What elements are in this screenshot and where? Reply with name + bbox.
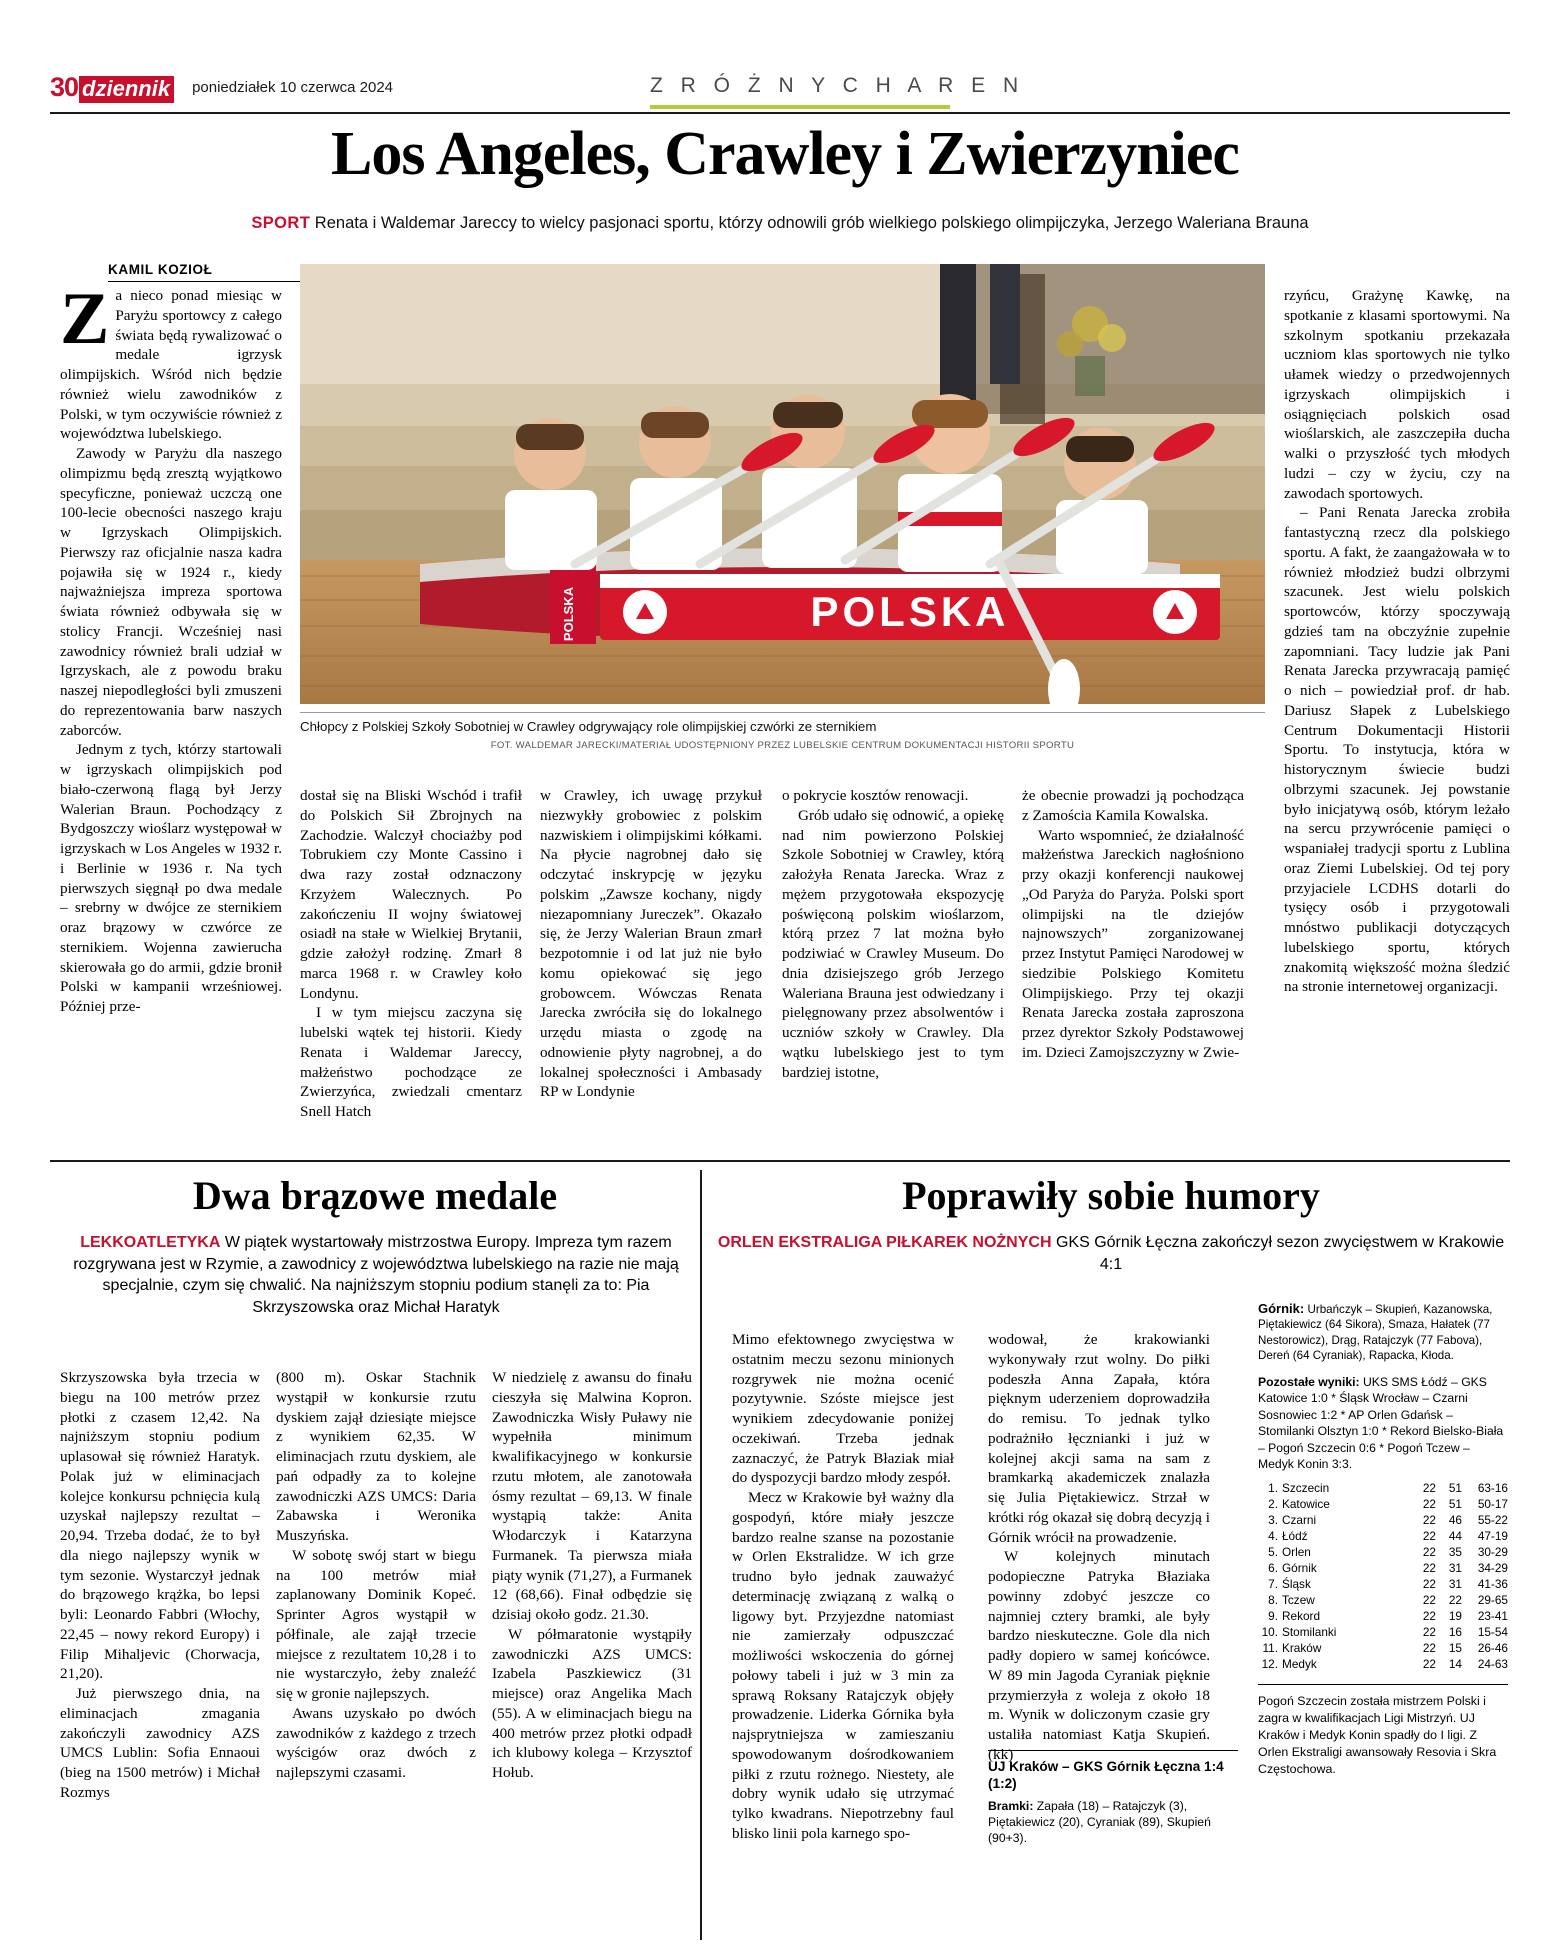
left-story-column-1 (60, 1368, 260, 1803)
right-story-headline: Poprawiły sobie humory (902, 1173, 1320, 1218)
standings-points: 51 (1448, 1497, 1462, 1512)
byline: KAMIL KOZIOŁ (108, 262, 308, 282)
standings-position: 4. (1268, 1529, 1278, 1544)
paragraph: Grób udało się odnowić, a opiekę nad nim powierzono Polskiej Szkole Sobotniej w Crawley, którą założyła Renata Jarecka. Wraz z mężem przygotowała ekspozycję poświęconą polskim wioślarzom, którą przez 7 lat można było podziwiać w Crawley Museum. Do dnia dzisiejszego grób Jerzego Waleriana Brauna jest odwiedzany i pielęgnowany przez absolwentów i uczniów szkoły w Crawley. Dla wątku lubelskiego jest to tym bardziej istotne, (782, 806, 1004, 1081)
standings-position: 5. (1268, 1545, 1278, 1560)
standings-played: 22 (1422, 1641, 1436, 1656)
page-number: 30 (50, 72, 79, 102)
paper-name: dziennik (79, 76, 174, 103)
left-story-lead (62, 1232, 690, 1318)
standings-goals: 41-36 (1477, 1577, 1508, 1592)
standings-played: 22 (1422, 1625, 1436, 1640)
right-story-column-2 (988, 1330, 1210, 1765)
table-row (1258, 1656, 1508, 1672)
table-row (1258, 1480, 1508, 1496)
standings-team: Czarni (1282, 1513, 1317, 1528)
right-story-lead-text: GKS Górnik Łęczna zakończył sezon zwycięstwem w Krakowie 4:1 (1051, 1234, 1505, 1273)
table-row (1258, 1528, 1508, 1544)
standings-goals: 24-63 (1477, 1657, 1508, 1672)
article-photo (300, 264, 1265, 704)
main-column-6 (1284, 286, 1510, 997)
paragraph: dostał się na Bliski Wschód i trafił do Polskich Sił Zbrojnych na Zachodzie. Walczył chociażby pod Tobrukiem czy Monte Cassino i dwa razy został odznaczony Krzyżem Walecznych. Po zakończeniu II wojny światowej osiadł na stałe w Wielkiej Brytanii, gdzie założył rodzinę. Zmarł 8 marca 1968 r. w Crawley koło Londynu. (300, 787, 522, 1002)
standings-team: Orlen (1282, 1545, 1311, 1560)
standings-played: 22 (1422, 1497, 1436, 1512)
standings-points: 19 (1448, 1609, 1462, 1624)
main-column-4 (782, 786, 1004, 1082)
standings-points: 31 (1448, 1561, 1462, 1576)
paragraph: W niedzielę z awansu do finału cieszyła się Malwina Kopron. Zawodniczka Wisły Puławy nie wypełniła minimum kwalifikacyjnego w konkursie rzutu młotem, ale zanotowała ósmy rezultat – 69,13. W finale wystąpią także: Anita Włodarczyk i Katarzyna Furmanek. Ta pierwsza miała piąty wynik (71,27), a Furmanek 12 (68,66). Finał odbędzie się dzisiaj około godz. 21.30. (492, 1369, 692, 1623)
standings-team: Łódź (1282, 1529, 1308, 1544)
standings-goals: 50-17 (1477, 1497, 1508, 1512)
standings-position: 1. (1268, 1481, 1278, 1496)
standings-team: Tczew (1282, 1593, 1315, 1608)
main-column-1 (60, 278, 282, 1017)
table-row (1258, 1496, 1508, 1512)
standings-goals: 15-54 (1477, 1625, 1508, 1640)
standings-points: 44 (1448, 1529, 1462, 1544)
standings-position: 3. (1268, 1513, 1278, 1528)
table-row (1258, 1544, 1508, 1560)
match-scorers (988, 1798, 1238, 1846)
standings-note: Pogoń Szczecin została mistrzem Polski i zagra w kwalifikacjach Ligi Mistrzyń. UJ Kraków i Medyk Konin spadły do I ligi. Z Orlen Ekstraligi awansowały Resovia i Skra Częstochowa. (1258, 1684, 1508, 1777)
paragraph: (800 m). Oskar Stachnik wystąpił w konkursie rzutu dyskiem zajął dziesiąte miejsce z wynikiem 62,35. W eliminacjach rzutu dyskiem, ale pań odpadły za to kolejne zawodniczki AZS UMCS: Daria Zabawska i Weronika Muszyńska. (276, 1369, 476, 1544)
standings-team: Kraków (1282, 1641, 1322, 1656)
paragraph: Już pierwszego dnia, na eliminacjach zmagania zakończyli zawodnicy AZS UMCS Lublin: Sofia Ennaoui (bieg na 1500 metrów) i Michał Rozmys (60, 1685, 260, 1801)
standings-position: 11. (1262, 1641, 1278, 1656)
standings-goals: 26-46 (1477, 1641, 1508, 1656)
paragraph: W kolejnych minutach podopieczne Patryka Błaziaka powinny zdobyć jeszcze co najmniej cztery bramki, ale były bardzo nieskuteczne. Gole dla nich padły dopiero w samej końcówce. W 89 min Jagoda Cyraniak pięknie przymierzyła z woleja z około 18 m. Wynik w doliczonym czasie gry ustaliła natomiast Katja Skupień. (kk) (988, 1548, 1210, 1763)
standings-goals: 55-22 (1477, 1513, 1508, 1528)
main-column-2 (300, 786, 522, 1122)
left-story-column-2 (276, 1368, 476, 1783)
standings-goals: 30-29 (1477, 1545, 1508, 1560)
paragraph: – Pani Renata Jarecka zrobiła fantastyczną rzecz dla polskiego sportu. A fakt, że zaangażowała w to również młodzież budzi olbrzymi szacunek. Jest wielu polskich sportowców, którzy spoczywają gdzieś tam na obczyźnie zupełnie zapomniani. Tacy ludzie jak Pani Renata Jarecka przywracają pamięć o nich – powiedział prof. dr hab. Dariusz Słapek z Lubelskiego Centrum Dokumentacji Historii Sportu. To instytucja, która w historycznym świecie budzi olbrzymi szacunek. Jej powstanie było inicjatywą osób, którym leżało na sercu przywrócenie pamięci o wspaniałej tradycji sportu z Lublina oraz Ziemi Lubelskiej. Od tej pory przyjaciele LCDHS dotarli do tysięcy osób i przygotowali mnóstwo publikacji dotyczących lubelskiego sportu, których znakomitą większość można śledzić na stronie internetowej organizacji. (1284, 504, 1510, 996)
standings-team: Śląsk (1282, 1577, 1311, 1592)
section-title: Z R Ó Ż N Y C H A R E N (650, 74, 1025, 97)
lineup (1258, 1300, 1508, 1364)
other-results-label: Pozostałe wyniki: (1258, 1374, 1360, 1389)
paragraph: wodował, że krakowianki wykonywały rzut wolny. Do piłki podeszła Anna Zapała, która pięknym uderzeniem doprowadziła do remisu. To jednak tylko podrażniło łęcznianki i już w kolejnej akcji sama na sam z bramkarką akademiczek znalazła się Julia Piętakiewicz. Strzał w krótki róg okazał się dobrą decyzją i Górnik wrócił na prowadzenie. (988, 1331, 1210, 1546)
standings-played: 22 (1422, 1513, 1436, 1528)
standings-points: 16 (1448, 1625, 1462, 1640)
right-story-column-1 (732, 1330, 954, 1844)
lineup-text: Urbańczyk – Skupień, Kazanowska, Piętakiewicz (64 Sikora), Smaza, Hałatek (77 Nestorowicz), Drąg, Ratajczyk (77 Fabova), Dereń (64 Cyraniak), Rapacka, Kłoda. (1258, 1303, 1493, 1363)
left-story-kicker: LEKKOATLETYKA (80, 1234, 221, 1251)
svg-text:POLSKA: POLSKA (561, 586, 576, 642)
scorers-label: Bramki: (988, 1798, 1034, 1813)
standings-played: 22 (1422, 1529, 1436, 1544)
standings-team: Katowice (1282, 1497, 1330, 1512)
photo-caption: Chłopcy z Polskiej Szkoły Sobotniej w Crawley odgrywający role olimpijskiej czwórki ze sternikiem (300, 712, 1265, 734)
standings-position: 7. (1268, 1577, 1278, 1592)
match-result-box (988, 1750, 1238, 1846)
standings-position: 2. (1268, 1497, 1278, 1512)
match-title: UJ Kraków – GKS Górnik Łęczna 1:4 (1:2) (988, 1750, 1238, 1793)
standings-points: 14 (1448, 1657, 1462, 1672)
left-story-headline: Dwa brązowe medale (192, 1173, 558, 1218)
standings-position: 9. (1268, 1609, 1278, 1624)
left-story-column-3 (492, 1368, 692, 1783)
column-divider (700, 1170, 702, 1940)
paragraph-text: a nieco ponad miesiąc w Paryżu sportowcy z całego świata będą rywalizować o medale igrzysk olimpijskich. Wśród nich będzie również wielu zawodników z Polski, w tym oczywiście również z województwa lubelskiego. (60, 287, 282, 443)
standings-team: Stomilanki (1282, 1625, 1337, 1640)
paragraph: że obecnie prowadzi ją pochodząca z Zamościa Kamila Kowalska. (1022, 787, 1244, 824)
table-row (1258, 1512, 1508, 1528)
photo-illustration (300, 264, 1265, 704)
standings-played: 22 (1422, 1593, 1436, 1608)
standings-played: 22 (1422, 1561, 1436, 1576)
standings-position: 6. (1268, 1561, 1278, 1576)
table-row (1258, 1624, 1508, 1640)
standings-points: 35 (1448, 1545, 1462, 1560)
paragraph: Warto wspomnieć, że działalność małżeństwa Jareckich nagłośniono przy okazji konferencji naukowej „Od Paryża do Paryża. Polski sport olimpijski na tle dziejów najnowszych” zorganizowanej przez Instytut Pamięci Narodowej w siedzibie Polskiego Komitetu Olimpijskiego. Przy tej okazji Renata Jarecka została zaproszona przez dyrektor Szkoły Podstawowej im. Dzieci Zamojszczyzny w Zwie- (1022, 826, 1244, 1061)
left-story-lead-text: W piątek wystartowały mistrzostwa Europy. Impreza tym razem rozgrywana jest w Rzymie, a zawodnicy z województwa lubelskiego na razie nie mają specjalnie, czym się chwalić. Na najniższym stopniu podium stanęli za to: Pia Skrzyszowska oraz Michał Haratyk (73, 1234, 679, 1316)
page-title: Los Angeles, Crawley i Zwierzyniec (331, 120, 1239, 188)
right-story-lead (716, 1232, 1506, 1275)
standings-played: 22 (1422, 1545, 1436, 1560)
masthead-divider (50, 112, 1510, 114)
standings-goals: 63-16 (1477, 1481, 1508, 1496)
standings-points: 15 (1448, 1641, 1462, 1656)
section-underline (650, 105, 950, 109)
paragraph: Awans uzyskało po dwóch zawodników z każdego z trzech wyścigów oraz dwóch z najlepszymi czasami. (276, 1704, 476, 1781)
standings-goals: 23-41 (1477, 1609, 1508, 1624)
table-row (1258, 1592, 1508, 1608)
photo-credit: FOT. WALDEMAR JARECKI/MATERIAŁ UDOSTĘPNIONY PRZEZ LUBELSKIE CENTRUM DOKUMENTACJI HISTORII SPORTU (490, 740, 1075, 751)
paragraph: W sobotę swój start w biegu na 100 metrów miał zaplanowany Dominik Kopeć. Sprinter Agros wystąpił w półfinale, ale zajął trzecie miejsce z rezultatem 10,28 i to nie wystarczyło, żeby znaleźć się w gronie najlepszych. (276, 1546, 476, 1702)
other-results (1258, 1374, 1508, 1473)
paragraph: rzyńcu, Grażynę Kawkę, na spotkanie z klasami sportowymi. Na szkolnym spotkaniu przekazała uczniom klas sportowych nie tylko ułamek wiedzy o przedwojennych igrzyskach olimpijskich i osiągnięciach polskich osad wioślarskich, ale zaszczepiła ducha walki o przyszłość tych młodych ludzi – czy w życiu, czy na zawodach sportowych. (1284, 287, 1510, 502)
main-column-5 (1022, 786, 1244, 1063)
paragraph: o pokrycie kosztów renowacji. (782, 787, 969, 804)
section-divider (50, 1160, 1510, 1162)
standings-goals: 47-19 (1477, 1529, 1508, 1544)
paragraph (60, 278, 282, 444)
table-row (1258, 1608, 1508, 1624)
paragraph: Zawody w Paryżu dla naszego olimpizmu będą zresztą wyjątkowo specyficzne, ponieważ uczczą one 100-lecie obecności naszego kraju w Igrzyskach Olimpijskich. Pierwszy raz oficjalnie nasza kadra pojawiła się w 1924 r., kiedy najważniejsza impreza sportowa świata również odbywała się w stolicy Francji. Wcześniej nasi zawodnicy również brali udział w Igrzyskach, ale z powodu braku naszej niepodległości byli zmuszeni do reprezentowania barw naszych zaborców. (60, 445, 282, 739)
paragraph: Jednym z tych, którzy startowali w igrzyskach olimpijskich pod biało-czerwoną flagą był Jerzy Walerian Braun. Pochodzący z Bydgoszczy wioślarz występował w igrzyskach w Los Angeles w 1932 r. i Berlinie w 1936 r. Na tych pierwszych sięgnął po dwa medale – srebrny w dwójce ze sternikiem oraz brązowy w czwórce ze sternikiem. Wojenna zawierucha skierowała go do armii, gdzie bronił Polski w kampanii wrześniowej. Później prze- (60, 741, 282, 1015)
standings-points: 22 (1448, 1593, 1462, 1608)
standings-position: 12. (1261, 1657, 1278, 1672)
standings-team: Szczecin (1282, 1481, 1330, 1496)
standings-position: 10. (1261, 1625, 1278, 1640)
scorers-text: Zapała (18) – Ratajczyk (3), Piętakiewicz (20), Cyraniak (89), Skupień (90+3). (988, 1798, 1211, 1845)
other-results-text: UKS SMS Łódź – GKS Katowice 1:0 * Śląsk Wrocław – Czarni Sosnowiec 1:2 * AP Orlen Gdańsk – Stomilanki Olsztyn 1:0 * Rekord Bielsko-Biała – Pogoń Szczecin 0:6 * Pogoń Tczew – Medyk Konin 3:3. (1258, 1374, 1504, 1471)
standings-position: 8. (1268, 1593, 1278, 1608)
standings-points: 51 (1448, 1481, 1462, 1496)
standings-played: 22 (1422, 1657, 1436, 1672)
lineup-label: Górnik: (1258, 1301, 1305, 1316)
paragraph: Mimo efektownego zwycięstwa w ostatnim meczu sezonu minionych rozgrywek nie można ocenić pozytywnie. Szóste miejsce jest wynikiem zdecydowanie poniżej oczekiwań. Trzeba jednak zaznaczyć, że Patryk Błaziak miał do dyspozycji bardzo młody zespół. (732, 1331, 954, 1487)
standings-table (1258, 1480, 1508, 1672)
standings-played: 22 (1422, 1481, 1436, 1496)
standfirst (120, 212, 1440, 234)
standings-goals: 29-65 (1477, 1593, 1508, 1608)
standings-points: 46 (1448, 1513, 1462, 1528)
standings-team: Medyk (1282, 1657, 1317, 1672)
table-row (1258, 1576, 1508, 1592)
standings-team: Rekord (1282, 1609, 1321, 1624)
paragraph: W półmaratonie wystąpiły zawodniczki AZS UMCS: Izabela Paszkiewicz (31 miejsce) oraz Angelika Mach (55). A w eliminacjach biegu na 400 metrów przez płotki odpadł ich klubowy kolega – Krzysztof Hołub. (492, 1625, 692, 1781)
paragraph: w Crawley, ich uwagę przykuł niezwykły grobowiec z polskim nazwiskiem i olimpijskimi kółkami. Na płycie nagrobnej dało się odczytać inskrypcję w języku polskim „Zawsze kochany, nigdy niezapomniany Jureczek”. Okazało się, że Jerzy Walerian Braun zmarł bezpotomnie i od lat już nie było komu opiekować się jego grobowcem. Wówczas Renata Jarecka zwróciła się do lokalnego urzędu miasta o zgodę na odnowienie płyty nagrobnej, a do lokalnej społeczności i Ambasady RP w Londynie (540, 787, 762, 1101)
standings-points: 31 (1448, 1577, 1462, 1592)
standings-team: Górnik (1282, 1561, 1317, 1576)
drop-cap: Z (60, 278, 110, 360)
standfirst-text: Renata i Waldemar Jareccy to wielcy pasjonaci sportu, którzy odnowili grób wielkiego polskiego olimpijczyka, Jerzego Waleriana Brauna (310, 214, 1309, 232)
issue-date: poniedziałek 10 czerwca 2024 (192, 79, 394, 96)
table-row (1258, 1640, 1508, 1656)
results-box (1258, 1300, 1508, 1778)
masthead (50, 72, 1510, 112)
standings-goals: 34-29 (1477, 1561, 1508, 1576)
standings-played: 22 (1422, 1577, 1436, 1592)
table-row (1258, 1560, 1508, 1576)
right-story-kicker: ORLEN EKSTRALIGA PIŁKAREK NOŻNYCH (717, 1234, 1052, 1251)
paragraph: I w tym miejscu zaczyna się lubelski wątek tej historii. Kiedy Renata i Waldemar Jareccy, małżeństwo pochodzące ze Zwierzyńca, zwiedzali cmentarz Snell Hatch (300, 1004, 522, 1120)
paper-logo (50, 72, 174, 103)
paragraph: Skrzyszowska była trzecia w biegu na 100 metrów przez płotki z czasem 12,42. Na najniższym stopniu podium uplasował się również Haratyk. Polak już w eliminacjach kolejce konkursu pchnięcia kulą uzyskał najlepszy rezultat – 20,94. Trzeba dodać, że to był dla niego najlepszy wynik w tym sezonie. Wystarczył jednak do brązowego krążka, bo lepsi byli: Leonardo Fabbri (Włochy, 22,45 – nowy rekord Europy) i Filip Mihaljevic (Chorwacja, 21,20). (60, 1369, 260, 1683)
paragraph: Mecz w Krakowie był ważny dla gospodyń, które miały jeszcze bardzo realne szanse na pozostanie w Orlen Ekstralidze. W ich grze trudno było jednak zauważyć determinację związaną z walką o ligowy byt. Przyjezdne natomiast nie zamierzały odpuszczać możliwości wskoczenia do górnej połowy tabeli i już w 3 min za sprawą Roksany Ratajczyk objęły prowadzenie. Liderka Górnika była najsprytniejsza w zamieszaniu spowodowanym dośrodkowaniem piłki z rzutu rożnego. Niestety, ale dobry wynik udało się utrzymać tylko kwadrans. Niepotrzebny faul blisko linii pola karnego spo- (732, 1489, 954, 1842)
svg-text:POLSKA: POLSKA (810, 588, 1010, 635)
main-column-3 (540, 786, 762, 1102)
standings-played: 22 (1422, 1609, 1436, 1624)
article-kicker: SPORT (251, 214, 311, 232)
